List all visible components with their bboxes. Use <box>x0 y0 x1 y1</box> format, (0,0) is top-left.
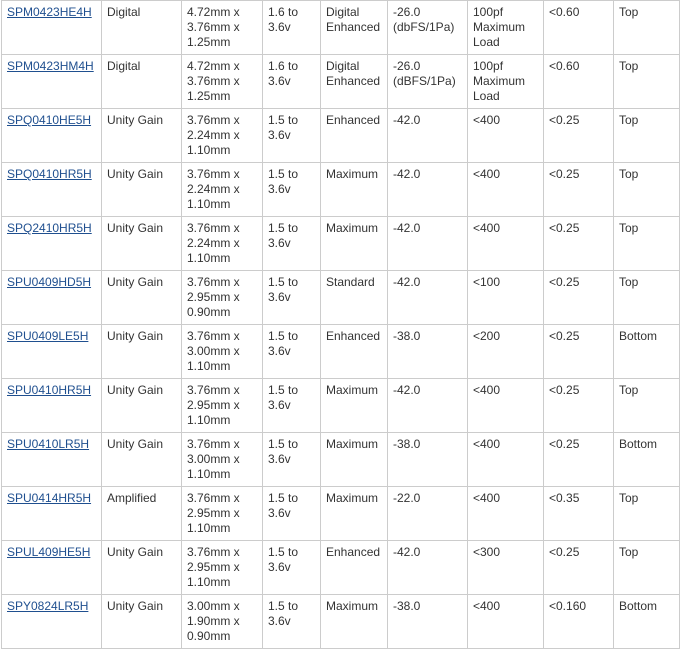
sensitivity-line: (dBFS/1Pa) <box>393 74 456 88</box>
sensitivity-cell <box>388 433 468 487</box>
mode-line: Enhanced <box>326 545 381 559</box>
type-text: Unity Gain <box>107 545 164 559</box>
mode-line: Enhanced <box>326 113 381 127</box>
sensitivity-line: -42.0 <box>393 545 421 559</box>
table-row <box>2 109 680 163</box>
load-cell <box>468 433 544 487</box>
size-line: 1.25mm <box>187 35 231 49</box>
size-cell <box>182 487 263 541</box>
voltage-cell <box>263 487 321 541</box>
current-text: <0.25 <box>549 221 580 235</box>
load-cell <box>468 379 544 433</box>
size-cell <box>182 163 263 217</box>
type-text: Amplified <box>107 491 157 505</box>
voltage-line: 1.5 to <box>268 545 299 559</box>
current-cell <box>544 163 614 217</box>
sensitivity-cell <box>388 109 468 163</box>
sensitivity-cell <box>388 55 468 109</box>
type-text: Digital <box>107 59 141 73</box>
port-cell <box>614 1 680 55</box>
voltage-cell <box>263 163 321 217</box>
part-number-cell <box>2 595 102 649</box>
size-cell <box>182 217 263 271</box>
port-cell <box>614 487 680 541</box>
current-text: <0.25 <box>549 275 580 289</box>
port-cell <box>614 55 680 109</box>
port-cell <box>614 271 680 325</box>
sensitivity-line: -26.0 <box>393 59 421 73</box>
load-cell <box>468 271 544 325</box>
mode-line: Standard <box>326 275 375 289</box>
type-cell <box>102 595 182 649</box>
voltage-line: 3.6v <box>268 182 291 196</box>
size-cell <box>182 379 263 433</box>
part-number-cell <box>2 1 102 55</box>
port-cell <box>614 109 680 163</box>
part-number-link[interactable]: SPU0409HD5H <box>7 275 92 289</box>
size-line: 1.10mm <box>187 251 231 265</box>
mode-cell <box>321 55 388 109</box>
load-line: <300 <box>473 545 501 559</box>
part-number-link[interactable]: SPU0409LE5H <box>7 329 89 343</box>
type-cell <box>102 487 182 541</box>
load-line: <400 <box>473 599 501 613</box>
current-text: <0.60 <box>549 5 580 19</box>
size-cell <box>182 541 263 595</box>
voltage-cell <box>263 271 321 325</box>
part-number-cell <box>2 379 102 433</box>
part-number-cell <box>2 55 102 109</box>
voltage-cell <box>263 433 321 487</box>
size-line: 3.00mm x <box>187 599 240 613</box>
current-cell <box>544 271 614 325</box>
size-line: 1.90mm x <box>187 614 240 628</box>
current-text: <0.160 <box>549 599 587 613</box>
port-text: Top <box>619 491 639 505</box>
port-text: Top <box>619 59 639 73</box>
current-cell <box>544 595 614 649</box>
current-text: <0.25 <box>549 329 580 343</box>
sensitivity-line: -22.0 <box>393 491 421 505</box>
voltage-cell <box>263 109 321 163</box>
sensitivity-cell <box>388 325 468 379</box>
mode-line: Maximum <box>326 221 379 235</box>
table-row <box>2 487 680 541</box>
type-cell <box>102 379 182 433</box>
type-text: Unity Gain <box>107 383 164 397</box>
sensitivity-cell <box>388 163 468 217</box>
sensitivity-line: (dbFS/1Pa) <box>393 20 455 34</box>
voltage-line: 1.5 to <box>268 113 299 127</box>
table-row <box>2 217 680 271</box>
size-line: 1.10mm <box>187 467 231 481</box>
sensitivity-line: -42.0 <box>393 275 421 289</box>
load-line: 100pf <box>473 5 504 19</box>
voltage-line: 1.5 to <box>268 383 299 397</box>
voltage-cell <box>263 541 321 595</box>
size-cell <box>182 55 263 109</box>
sensitivity-cell <box>388 541 468 595</box>
table-row <box>2 1 680 55</box>
sensitivity-line: -38.0 <box>393 599 421 613</box>
current-text: <0.25 <box>549 545 580 559</box>
type-cell <box>102 217 182 271</box>
port-text: Top <box>619 113 639 127</box>
size-line: 1.10mm <box>187 143 231 157</box>
voltage-line: 1.5 to <box>268 221 299 235</box>
size-line: 1.10mm <box>187 521 231 535</box>
microphone-spec-table <box>1 0 680 649</box>
size-line: 3.76mm x <box>187 545 240 559</box>
size-line: 0.90mm <box>187 305 231 319</box>
load-cell <box>468 595 544 649</box>
size-line: 4.72mm x <box>187 59 240 73</box>
mode-line: Maximum <box>326 383 379 397</box>
voltage-line: 1.5 to <box>268 599 299 613</box>
port-cell <box>614 163 680 217</box>
size-line: 2.95mm x <box>187 290 240 304</box>
type-cell <box>102 109 182 163</box>
sensitivity-cell <box>388 1 468 55</box>
size-cell <box>182 109 263 163</box>
voltage-line: 3.6v <box>268 506 291 520</box>
port-cell <box>614 595 680 649</box>
type-cell <box>102 271 182 325</box>
load-line: Load <box>473 35 500 49</box>
sensitivity-line: -38.0 <box>393 329 421 343</box>
mode-line: Enhanced <box>326 329 381 343</box>
part-number-cell <box>2 541 102 595</box>
voltage-cell <box>263 595 321 649</box>
type-cell <box>102 325 182 379</box>
size-line: 2.95mm x <box>187 560 240 574</box>
part-number-link[interactable]: SPU0410LR5H <box>7 437 90 451</box>
size-line: 1.10mm <box>187 575 231 589</box>
voltage-line: 3.6v <box>268 398 291 412</box>
current-text: <0.25 <box>549 437 580 451</box>
part-number-link[interactable]: SPQ0410HE5H <box>7 113 92 127</box>
size-line: 0.90mm <box>187 629 231 643</box>
voltage-line: 1.5 to <box>268 167 299 181</box>
load-cell <box>468 55 544 109</box>
sensitivity-line: -42.0 <box>393 383 421 397</box>
current-cell <box>544 217 614 271</box>
size-line: 3.76mm x <box>187 383 240 397</box>
part-number-cell <box>2 217 102 271</box>
type-text: Unity Gain <box>107 329 164 343</box>
size-cell <box>182 595 263 649</box>
size-line: 4.72mm x <box>187 5 240 19</box>
voltage-line: 3.6v <box>268 452 291 466</box>
size-line: 1.10mm <box>187 197 231 211</box>
size-cell <box>182 325 263 379</box>
current-text: <0.25 <box>549 113 580 127</box>
load-line: <400 <box>473 167 501 181</box>
mode-line: Digital <box>326 5 360 19</box>
part-number-link[interactable]: SPM0423HE4H <box>7 5 92 19</box>
type-cell <box>102 541 182 595</box>
type-cell <box>102 163 182 217</box>
part-number-cell <box>2 487 102 541</box>
type-text: Unity Gain <box>107 113 164 127</box>
port-text: Top <box>619 275 639 289</box>
voltage-line: 1.6 to <box>268 5 299 19</box>
part-number-link[interactable]: SPUL409HE5H <box>7 545 91 559</box>
spec-table-body <box>2 1 680 649</box>
table-row <box>2 433 680 487</box>
mode-line: Maximum <box>326 491 379 505</box>
voltage-line: 3.6v <box>268 344 291 358</box>
current-cell <box>544 541 614 595</box>
port-cell <box>614 217 680 271</box>
mode-cell <box>321 487 388 541</box>
part-number-cell <box>2 433 102 487</box>
current-text: <0.35 <box>549 491 580 505</box>
size-line: 2.24mm x <box>187 128 240 142</box>
load-line: <400 <box>473 437 501 451</box>
voltage-line: 3.6v <box>268 128 291 142</box>
voltage-line: 1.5 to <box>268 437 299 451</box>
part-number-cell <box>2 325 102 379</box>
voltage-line: 3.6v <box>268 560 291 574</box>
mode-cell <box>321 433 388 487</box>
mode-line: Enhanced <box>326 20 381 34</box>
voltage-line: 3.6v <box>268 236 291 250</box>
size-cell <box>182 271 263 325</box>
size-line: 3.76mm x <box>187 167 240 181</box>
voltage-cell <box>263 325 321 379</box>
load-line: <200 <box>473 329 501 343</box>
voltage-cell <box>263 55 321 109</box>
load-line: 100pf <box>473 59 504 73</box>
port-cell <box>614 541 680 595</box>
size-line: 3.00mm x <box>187 344 240 358</box>
sensitivity-line: -42.0 <box>393 113 421 127</box>
table-row <box>2 595 680 649</box>
load-cell <box>468 541 544 595</box>
mode-cell <box>321 109 388 163</box>
current-cell <box>544 487 614 541</box>
voltage-line: 1.6 to <box>268 59 299 73</box>
mode-line: Maximum <box>326 167 379 181</box>
load-line: <400 <box>473 221 501 235</box>
load-line: Maximum <box>473 20 526 34</box>
load-cell <box>468 1 544 55</box>
load-line: Maximum <box>473 74 526 88</box>
voltage-cell <box>263 217 321 271</box>
voltage-line: 1.5 to <box>268 275 299 289</box>
mode-cell <box>321 1 388 55</box>
port-text: Bottom <box>619 599 658 613</box>
size-line: 3.76mm x <box>187 491 240 505</box>
port-cell <box>614 433 680 487</box>
type-text: Digital <box>107 5 141 19</box>
size-line: 2.24mm x <box>187 182 240 196</box>
type-cell <box>102 1 182 55</box>
sensitivity-line: -42.0 <box>393 221 421 235</box>
port-text: Bottom <box>619 437 658 451</box>
current-cell <box>544 109 614 163</box>
voltage-line: 3.6v <box>268 290 291 304</box>
sensitivity-line: -26.0 <box>393 5 421 19</box>
port-text: Top <box>619 545 639 559</box>
load-line: Load <box>473 89 500 103</box>
voltage-line: 1.5 to <box>268 329 299 343</box>
size-line: 3.76mm x <box>187 437 240 451</box>
type-cell <box>102 55 182 109</box>
mode-line: Maximum <box>326 599 379 613</box>
size-line: 1.25mm <box>187 89 231 103</box>
current-cell <box>544 325 614 379</box>
mode-cell <box>321 379 388 433</box>
current-cell <box>544 433 614 487</box>
sensitivity-cell <box>388 595 468 649</box>
part-number-cell <box>2 271 102 325</box>
type-text: Unity Gain <box>107 167 164 181</box>
size-line: 3.00mm x <box>187 452 240 466</box>
voltage-line: 3.6v <box>268 74 291 88</box>
type-cell <box>102 433 182 487</box>
port-text: Bottom <box>619 329 658 343</box>
voltage-cell <box>263 379 321 433</box>
table-row <box>2 271 680 325</box>
type-text: Unity Gain <box>107 599 164 613</box>
size-line: 1.10mm <box>187 359 231 373</box>
size-line: 3.76mm x <box>187 20 240 34</box>
port-text: Top <box>619 383 639 397</box>
voltage-line: 3.6v <box>268 20 291 34</box>
load-cell <box>468 109 544 163</box>
size-line: 3.76mm x <box>187 74 240 88</box>
mode-line: Enhanced <box>326 74 381 88</box>
size-line: 2.95mm x <box>187 506 240 520</box>
mode-cell <box>321 271 388 325</box>
sensitivity-cell <box>388 487 468 541</box>
table-row <box>2 541 680 595</box>
current-cell <box>544 55 614 109</box>
mode-line: Maximum <box>326 437 379 451</box>
current-text: <0.60 <box>549 59 580 73</box>
size-line: 3.76mm x <box>187 275 240 289</box>
load-cell <box>468 217 544 271</box>
load-cell <box>468 163 544 217</box>
size-cell <box>182 433 263 487</box>
sensitivity-cell <box>388 379 468 433</box>
size-line: 2.24mm x <box>187 236 240 250</box>
size-cell <box>182 1 263 55</box>
port-text: Top <box>619 5 639 19</box>
voltage-line: 3.6v <box>268 614 291 628</box>
port-cell <box>614 325 680 379</box>
voltage-cell <box>263 1 321 55</box>
mode-cell <box>321 325 388 379</box>
load-cell <box>468 325 544 379</box>
part-number-link[interactable]: SPU0410HR5H <box>7 383 92 397</box>
part-number-link[interactable]: SPM0423HM4H <box>7 59 94 73</box>
mode-cell <box>321 163 388 217</box>
sensitivity-cell <box>388 217 468 271</box>
part-number-link[interactable]: SPQ2410HR5H <box>7 221 92 235</box>
port-cell <box>614 379 680 433</box>
table-row <box>2 379 680 433</box>
mode-cell <box>321 217 388 271</box>
voltage-line: 1.5 to <box>268 491 299 505</box>
type-text: Unity Gain <box>107 275 164 289</box>
table-row <box>2 325 680 379</box>
port-text: Top <box>619 221 639 235</box>
part-number-cell <box>2 109 102 163</box>
current-text: <0.25 <box>549 383 580 397</box>
load-line: <100 <box>473 275 501 289</box>
load-line: <400 <box>473 491 501 505</box>
current-text: <0.25 <box>549 167 580 181</box>
current-cell <box>544 1 614 55</box>
size-line: 3.76mm x <box>187 221 240 235</box>
type-text: Unity Gain <box>107 221 164 235</box>
current-cell <box>544 379 614 433</box>
sensitivity-line: -38.0 <box>393 437 421 451</box>
size-line: 1.10mm <box>187 413 231 427</box>
size-line: 3.76mm x <box>187 113 240 127</box>
part-number-cell <box>2 163 102 217</box>
mode-cell <box>321 541 388 595</box>
load-line: <400 <box>473 113 501 127</box>
sensitivity-line: -42.0 <box>393 167 421 181</box>
table-row <box>2 163 680 217</box>
mode-cell <box>321 595 388 649</box>
part-number-link[interactable]: SPY0824LR5H <box>7 599 89 613</box>
load-line: <400 <box>473 383 501 397</box>
part-number-link[interactable]: SPQ0410HR5H <box>7 167 92 181</box>
table-row <box>2 55 680 109</box>
size-line: 3.76mm x <box>187 329 240 343</box>
type-text: Unity Gain <box>107 437 164 451</box>
part-number-link[interactable]: SPU0414HR5H <box>7 491 92 505</box>
size-line: 2.95mm x <box>187 398 240 412</box>
port-text: Top <box>619 167 639 181</box>
mode-line: Digital <box>326 59 360 73</box>
sensitivity-cell <box>388 271 468 325</box>
load-cell <box>468 487 544 541</box>
